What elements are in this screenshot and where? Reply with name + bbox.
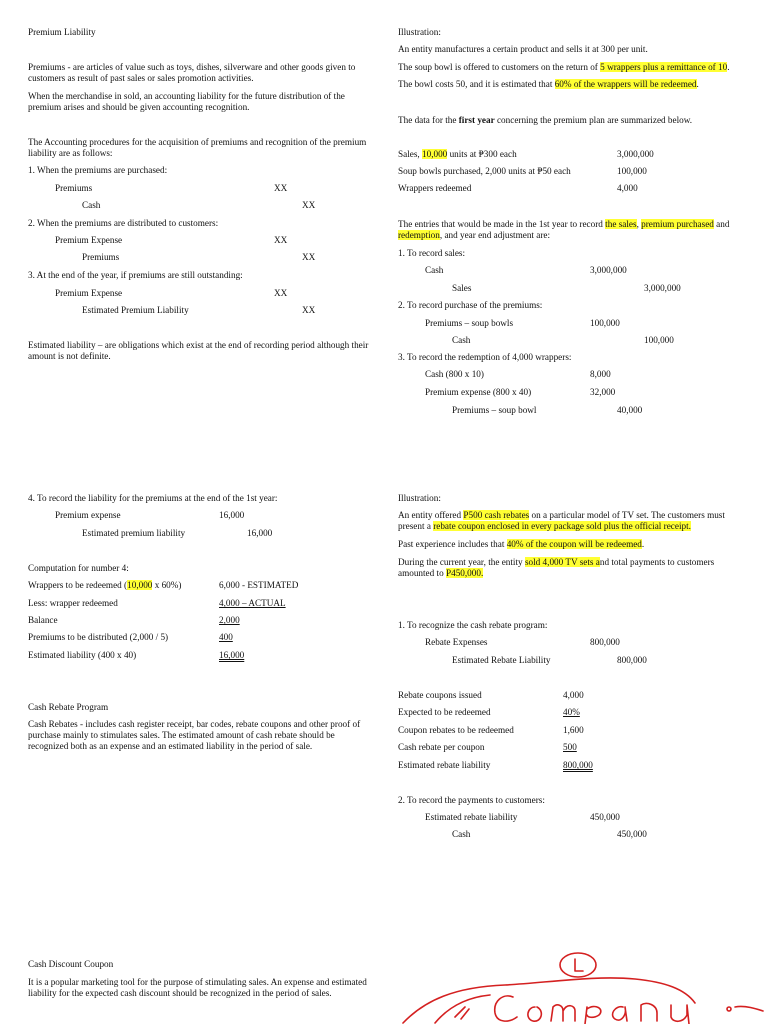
rebate-calc-coupons-value: 4,000 [563,690,584,700]
rebate-step2-credit: Cash [452,829,471,839]
cash-discount-title: Cash Discount Coupon [28,959,114,969]
r-step1-credit: Sales [452,283,472,293]
entry4-debit: Premium expense [55,510,121,520]
step3-credit-amount: XX [302,305,316,315]
r-step2-heading: 2. To record purchase of the premiums: [398,300,543,310]
illustration1-line2: The soup bowl is offered to customers on the return of 5 wrappers plus a remittance of 10. [398,62,730,72]
illustration1-line1: An entity manufactures a certain product and sells it at 300 per unit. [398,44,648,54]
premiums-definition: Premiums - are articles of value such as toys, dishes, silverware and other goods given to customers as result of past sales or sales promotion activities. [28,62,356,84]
r-step3-debit2-amount: 32,000 [590,387,616,397]
entry4-debit-amount: 16,000 [219,510,245,520]
step2-credit-amount: XX [302,252,316,262]
r-step1-heading: 1. To record sales: [398,248,466,258]
estimated-liability-paragraph: Estimated liability – are obligations which exist at the end of recording period although their amount is not definite. [28,340,369,362]
rebate-calc-liability-value: 800,000 [563,760,593,770]
computation-heading: Computation for number 4: [28,563,129,573]
data-row-wrappers: Wrappers redeemed [398,183,472,193]
r-step3-heading: 3. To record the redemption of 4,000 wrappers: [398,352,572,362]
r-step2-credit: Cash [452,335,471,345]
step3-debit: Premium Expense [55,288,123,298]
step3-credit: Estimated Premium Liability [82,305,189,315]
r-step3-debit2: Premium expense (800 x 40) [425,387,532,397]
computation-row-redeemed: Less: wrapper redeemed [28,598,118,608]
r-step2-credit-amount: 100,000 [644,335,674,345]
r-step3-credit-amount: 40,000 [617,405,643,415]
cash-rebate-title: Cash Rebate Program [28,702,109,712]
computation-row-balance: Balance [28,615,58,625]
r-step3-debit1-amount: 8,000 [590,369,611,379]
r-step3-debit1: Cash (800 x 10) [425,369,484,379]
step2-heading: 2. When the premiums are distributed to customers: [28,218,219,228]
rebate-calc-expected: Expected to be redeemed [398,707,491,717]
rebate-step2-heading: 2. To record the payments to customers: [398,795,545,805]
data-row-sales: Sales, 10,000 units at ₱300 each [398,149,517,159]
premium-liability-title: Premium Liability [28,27,96,37]
procedures-paragraph: The Accounting procedures for the acquisition of premiums and recognition of the premium liability are as follows: [28,137,367,159]
rebate-step2-debit-amount: 450,000 [590,812,620,822]
computation-liability-value: 16,000 [219,650,245,660]
merchandise-paragraph: When the merchandise in sold, an accounting liability for the future distribution of the premium arises and should be given accounting recognition. [28,91,345,113]
rebate-step1-credit-amount: 800,000 [617,655,647,665]
rebate-calc-expected-value: 40% [563,707,580,717]
step1-credit: Cash [82,200,101,210]
rebate-calc-per-coupon: Cash rebate per coupon [398,742,485,752]
computation-premiums-value: 400 [219,632,233,642]
data-sales-value: 3,000,000 [617,149,654,159]
computation-row-wrappers: Wrappers to be redeemed (10,000 x 60%) [28,580,182,590]
computation-row-premiums: Premiums to be distributed (2,000 / 5) [28,632,169,642]
step1-credit-amount: XX [302,200,316,210]
step1-debit: Premiums [55,183,93,193]
entry4-heading: 4. To record the liability for the premiums at the end of the 1st year: [28,493,278,503]
illustration2-para2: Past experience includes that 40% of the coupon will be redeemed. [398,539,645,549]
computation-row-liability: Estimated liability (400 x 40) [28,650,137,660]
entry4-credit: Estimated premium liability [82,528,186,538]
rebate-calc-coupons: Rebate coupons issued [398,690,482,700]
rebate-calc-redeemed: Coupon rebates to be redeemed [398,725,514,735]
step2-debit-amount: XX [274,235,288,245]
rebate-calc-liability: Estimated rebate liability [398,760,491,770]
r-step2-debit: Premiums – soup bowls [425,318,514,328]
cash-discount-paragraph: It is a popular marketing tool for the purpose of stimulating sales. An expense and estimated liability for the expected cash discount should be recognized in the period of sales. [28,977,367,999]
illustration2-para3: During the current year, the entity sold 4,000 TV sets and total payments to customers amounted to P450,000. [398,557,715,579]
illustration1-line3: The bowl costs 50, and it is estimated that 60% of the wrappers will be redeemed. [398,79,699,89]
entry4-credit-amount: 16,000 [247,528,273,538]
entries-intro: The entries that would be made in the 1st year to record the sales, premium purchased and redemption, and year end adjustment are: [398,219,730,241]
handwritten-company-annotation [395,945,768,1024]
r-step1-debit-amount: 3,000,000 [590,265,627,275]
rebate-step2-debit: Estimated rebate liability [425,812,518,822]
data-bowls-value: 100,000 [617,166,647,176]
step1-debit-amount: XX [274,183,288,193]
rebate-calc-per-coupon-value: 500 [563,742,577,752]
illustration1-line4: The data for the first year concerning the premium plan are summarized below. [398,115,693,125]
illustration2-para1: An entity offered P500 cash rebates on a particular model of TV set. The customers must present a rebate coupon enclosed in every package sold plus the official receipt. [398,510,725,532]
computation-balance-value: 2,000 [219,615,240,625]
rebate-step1-debit-amount: 800,000 [590,637,620,647]
step3-debit-amount: XX [274,288,288,298]
r-step1-debit: Cash [425,265,444,275]
data-row-bowls: Soup bowls purchased, 2,000 units at ₱50 each [398,166,571,176]
rebate-step1-credit: Estimated Rebate Liability [452,655,551,665]
rebate-step1-debit: Rebate Expenses [425,637,488,647]
data-wrappers-value: 4,000 [617,183,638,193]
rebate-step1-heading: 1. To recognize the cash rebate program: [398,620,548,630]
r-step2-debit-amount: 100,000 [590,318,620,328]
cash-rebate-paragraph: Cash Rebates - includes cash register receipt, bar codes, rebate coupons and other proof of purchase mainly to stimulates sales. The estimated amount of cash rebate should be recognized both as an expense and an estimated liability in the period of sale. [28,719,361,752]
computation-redeemed-value: 4,000 – ACTUAL [219,598,286,608]
step2-credit: Premiums [82,252,120,262]
step2-debit: Premium Expense [55,235,123,245]
step3-heading: 3. At the end of the year, if premiums are still outstanding: [28,270,243,280]
step1-heading: 1. When the premiums are purchased: [28,165,168,175]
r-step3-credit: Premiums – soup bowl [452,405,537,415]
computation-wrappers-value: 6,000 - ESTIMATED [219,580,299,590]
illustration2-title: Illustration: [398,493,441,503]
illustration1-title: Illustration: [398,27,441,37]
r-step1-credit-amount: 3,000,000 [644,283,681,293]
rebate-calc-redeemed-value: 1,600 [563,725,584,735]
rebate-step2-credit-amount: 450,000 [617,829,647,839]
